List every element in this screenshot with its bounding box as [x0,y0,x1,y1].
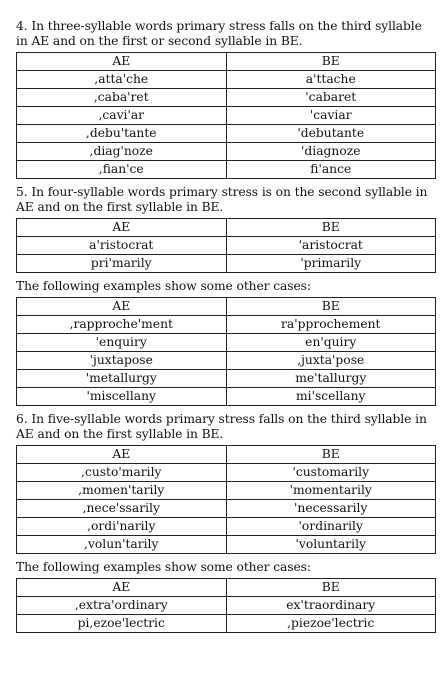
cell-be: 'debutante [226,125,436,143]
table-row [17,370,436,388]
table-header-row [17,579,436,597]
cell-be: 'voluntarily [226,536,436,554]
table-row [17,71,436,89]
cell-be: 'diagnoze [226,143,436,161]
section-5-text: 5. In four-syllable words primary stress is on the second syllable in AE and on the first syllable in BE. [16,185,428,214]
cell-be: ra'pprochement [226,316,436,334]
table-row [17,482,436,500]
cell-ae: ,diag'noze [17,143,227,161]
cell-be: ,piezoe'lectric [226,615,436,633]
other-cases-text-2: The following examples show some other cases: [16,560,311,574]
header-ae: AE [17,53,227,71]
header-be: BE [226,53,436,71]
cell-be: 'ordinarily [226,518,436,536]
cell-ae: 'juxtapose [17,352,227,370]
table-row [17,597,436,615]
cell-ae: 'metallurgy [17,370,227,388]
table-row [17,237,436,255]
cell-be: en'quiry [226,334,436,352]
table-row [17,125,436,143]
cell-be: 'momentarily [226,482,436,500]
cell-be: 'caviar [226,107,436,125]
header-ae: AE [17,579,227,597]
cell-ae: ,rapproche'ment [17,316,227,334]
table-row [17,255,436,273]
cell-ae: ,ordi'narily [17,518,227,536]
cell-ae: pri'marily [17,255,227,273]
cell-ae: ,fian'ce [17,161,227,179]
cell-ae: ,cavi'ar [17,107,227,125]
header-ae: AE [17,446,227,464]
section-6-table [16,445,436,554]
section-4-text: 4. In three-syllable words primary stress falls on the third syllable in AE and on the first or second syllable in BE. [16,19,422,48]
cell-be: 'necessarily [226,500,436,518]
section-5-table [16,218,436,273]
table-row [17,334,436,352]
table-row [17,500,436,518]
table-row [17,107,436,125]
table-header-row [17,219,436,237]
cell-ae: ,debu'tante [17,125,227,143]
cell-ae: ,atta'che [17,71,227,89]
other-cases-table-1 [16,297,436,406]
other-cases-table-2 [16,578,436,633]
header-be: BE [226,298,436,316]
cell-ae: ,extra'ordinary [17,597,227,615]
table-header-row [17,53,436,71]
table-row [17,89,436,107]
table-row [17,143,436,161]
cell-be: 'customarily [226,464,436,482]
cell-be: ,juxta'pose [226,352,436,370]
cell-be: a'ttache [226,71,436,89]
cell-ae: ,nece'ssarily [17,500,227,518]
header-be: BE [226,579,436,597]
section-4-table [16,52,436,179]
cell-ae: a'ristocrat [17,237,227,255]
header-ae: AE [17,219,227,237]
cell-be: ex'traordinary [226,597,436,615]
cell-be: 'aristocrat [226,237,436,255]
cell-ae: pi,ezoe'lectric [17,615,227,633]
cell-be: 'primarily [226,255,436,273]
cell-be: mi'scellany [226,388,436,406]
cell-be: fi'ance [226,161,436,179]
cell-ae: ,momen'tarily [17,482,227,500]
header-ae: AE [17,298,227,316]
header-be: BE [226,219,436,237]
cell-ae: ,caba'ret [17,89,227,107]
cell-be: 'cabaret [226,89,436,107]
table-header-row [17,298,436,316]
cell-ae: ,custo'marily [17,464,227,482]
cell-ae: 'miscellany [17,388,227,406]
table-row [17,352,436,370]
section-6-text: 6. In five-syllable words primary stress falls on the third syllable in AE and on the first syllable in BE. [16,412,427,441]
cell-ae: 'enquiry [17,334,227,352]
table-header-row [17,446,436,464]
table-row [17,536,436,554]
table-row [17,316,436,334]
other-cases-text-1: The following examples show some other cases: [16,279,311,293]
table-row [17,615,436,633]
cell-ae: ,volun'tarily [17,536,227,554]
table-row [17,161,436,179]
table-row [17,518,436,536]
table-row [17,388,436,406]
cell-be: me'tallurgy [226,370,436,388]
header-be: BE [226,446,436,464]
table-row [17,464,436,482]
